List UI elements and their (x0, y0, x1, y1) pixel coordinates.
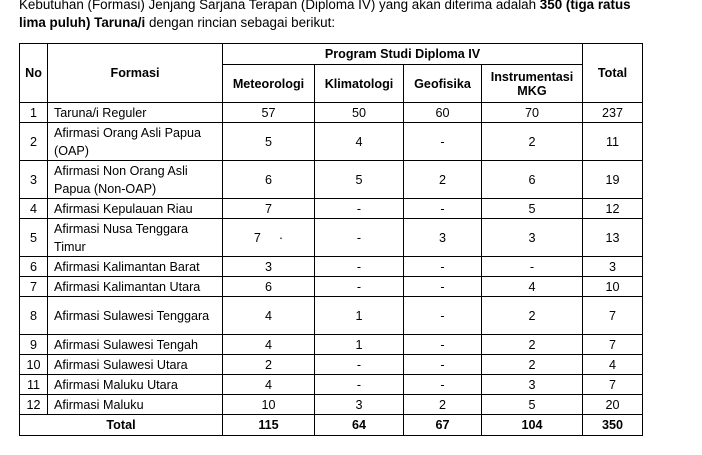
cell-instrumentasi: 2 (482, 335, 583, 355)
cell-formasi: Afirmasi Orang Asli Papua (OAP) (48, 123, 223, 161)
cell-geofisika: 3 (404, 219, 482, 257)
table-row (20, 297, 643, 335)
cell-klimatologi: 3 (315, 395, 404, 415)
header-total: Total (583, 44, 643, 103)
intro-paragraph (19, 0, 659, 32)
cell-meteorologi: 4 (223, 335, 315, 355)
cell-geofisika: 60 (404, 103, 482, 123)
cell-formasi: Afirmasi Sulawesi Tenggara (48, 297, 223, 335)
cell-klimatologi: - (315, 355, 404, 375)
cell-formasi: Afirmasi Kepulauan Riau (48, 199, 223, 219)
cell-no: 10 (20, 355, 48, 375)
stray-dot-mark: · (278, 230, 284, 245)
table-row (20, 355, 643, 375)
cell-meteorologi: 57 (223, 103, 315, 123)
cell-total: 20 (583, 395, 643, 415)
cell-geofisika: - (404, 199, 482, 219)
cell-klimatologi: 50 (315, 103, 404, 123)
cell-instrumentasi: 70 (482, 103, 583, 123)
cell-no: 8 (20, 297, 48, 335)
table-row (20, 375, 643, 395)
header-geofisika: Geofisika (404, 65, 482, 103)
header-instrumentasi: Instrumentasi MKG (482, 65, 583, 103)
cell-total: 19 (583, 161, 643, 199)
header-no: No (20, 44, 48, 103)
cell-instrumentasi: 5 (482, 199, 583, 219)
table-row (20, 335, 643, 355)
cell-geofisika: - (404, 257, 482, 277)
table-row (20, 395, 643, 415)
cell-no: 11 (20, 375, 48, 395)
cell-geofisika: 2 (404, 395, 482, 415)
cell-geofisika: - (404, 277, 482, 297)
table-row (20, 277, 643, 297)
cell-geofisika: - (404, 123, 482, 161)
header-program: Program Studi Diploma IV (223, 44, 583, 65)
header-formasi: Formasi (48, 44, 223, 103)
cell-instrumentasi: - (482, 257, 583, 277)
cell-formasi: Taruna/i Reguler (48, 103, 223, 123)
cell-instrumentasi: 6 (482, 161, 583, 199)
table-row (20, 199, 643, 219)
cell-no: 6 (20, 257, 48, 277)
cell-meteorologi: 4 (223, 375, 315, 395)
cell-instrumentasi: 3 (482, 219, 583, 257)
cell-klimatologi: 1 (315, 297, 404, 335)
cell-total: 11 (583, 123, 643, 161)
cell-formasi: Afirmasi Non Orang Asli Papua (Non-OAP) (48, 161, 223, 199)
intro-text-1: Kebutuhan (Formasi) Jenjang Sarjana Terapan (Diploma IV) yang akan diterima adalah (19, 0, 540, 12)
cell-instrumentasi: 2 (482, 297, 583, 335)
cell-meteorologi: 5 (223, 123, 315, 161)
cell-formasi: Afirmasi Sulawesi Tengah (48, 335, 223, 355)
cell-klimatologi: 5 (315, 161, 404, 199)
cell-total-instrumentasi: 104 (482, 415, 583, 436)
cell-meteorologi: 6 (223, 277, 315, 297)
cell-meteorologi-value: 7 (253, 230, 261, 245)
cell-no: 4 (20, 199, 48, 219)
table-row (20, 219, 643, 257)
cell-klimatologi: 4 (315, 123, 404, 161)
cell-instrumentasi: 3 (482, 375, 583, 395)
cell-meteorologi: 10 (223, 395, 315, 415)
cell-formasi: Afirmasi Maluku Utara (48, 375, 223, 395)
cell-no: 1 (20, 103, 48, 123)
cell-klimatologi: 1 (315, 335, 404, 355)
cell-total: 3 (583, 257, 643, 277)
intro-text-2: dengan rincian sebagai berikut: (145, 15, 336, 30)
cell-total: 12 (583, 199, 643, 219)
cell-klimatologi: - (315, 219, 404, 257)
cell-no: 3 (20, 161, 48, 199)
cell-klimatologi: - (315, 375, 404, 395)
cell-no: 5 (20, 219, 48, 257)
cell-geofisika: - (404, 375, 482, 395)
cell-instrumentasi: 2 (482, 355, 583, 375)
cell-total: 7 (583, 335, 643, 355)
cell-formasi: Afirmasi Sulawesi Utara (48, 355, 223, 375)
cell-no: 7 (20, 277, 48, 297)
cell-meteorologi: 6 (223, 161, 315, 199)
cell-geofisika: 2 (404, 161, 482, 199)
cell-total-label: Total (20, 415, 223, 436)
cell-formasi: Afirmasi Nusa Tenggara Timur (48, 219, 223, 257)
cell-geofisika: - (404, 297, 482, 335)
cell-formasi: Afirmasi Kalimantan Barat (48, 257, 223, 277)
formasi-table (19, 43, 643, 436)
header-klimatologi: Klimatologi (315, 65, 404, 103)
cell-total-geofisika: 67 (404, 415, 482, 436)
cell-grand-total: 350 (583, 415, 643, 436)
header-meteorologi: Meteorologi (223, 65, 315, 103)
table-row (20, 103, 643, 123)
cell-total: 13 (583, 219, 643, 257)
cell-total-meteorologi: 115 (223, 415, 315, 436)
cell-total-klimatologi: 64 (315, 415, 404, 436)
cell-no: 2 (20, 123, 48, 161)
cell-instrumentasi: 5 (482, 395, 583, 415)
cell-total: 7 (583, 297, 643, 335)
cell-meteorologi (223, 219, 315, 257)
cell-formasi: Afirmasi Maluku (48, 395, 223, 415)
cell-total: 10 (583, 277, 643, 297)
cell-no: 9 (20, 335, 48, 355)
cell-meteorologi: 4 (223, 297, 315, 335)
cell-instrumentasi: 4 (482, 277, 583, 297)
cell-instrumentasi: 2 (482, 123, 583, 161)
cell-formasi: Afirmasi Kalimantan Utara (48, 277, 223, 297)
intro-bold-quota: 350 (tiga ratus lima puluh) Taruna/i (19, 0, 631, 30)
cell-meteorologi: 7 (223, 199, 315, 219)
cell-meteorologi: 3 (223, 257, 315, 277)
cell-klimatologi: - (315, 199, 404, 219)
table-row (20, 161, 643, 199)
cell-meteorologi: 2 (223, 355, 315, 375)
cell-total: 237 (583, 103, 643, 123)
cell-geofisika: - (404, 355, 482, 375)
table-total-row (20, 415, 643, 436)
cell-klimatologi: - (315, 257, 404, 277)
table-row (20, 123, 643, 161)
cell-no: 12 (20, 395, 48, 415)
cell-geofisika: - (404, 335, 482, 355)
cell-total: 7 (583, 375, 643, 395)
table-row (20, 257, 643, 277)
cell-total: 4 (583, 355, 643, 375)
cell-klimatologi: - (315, 277, 404, 297)
